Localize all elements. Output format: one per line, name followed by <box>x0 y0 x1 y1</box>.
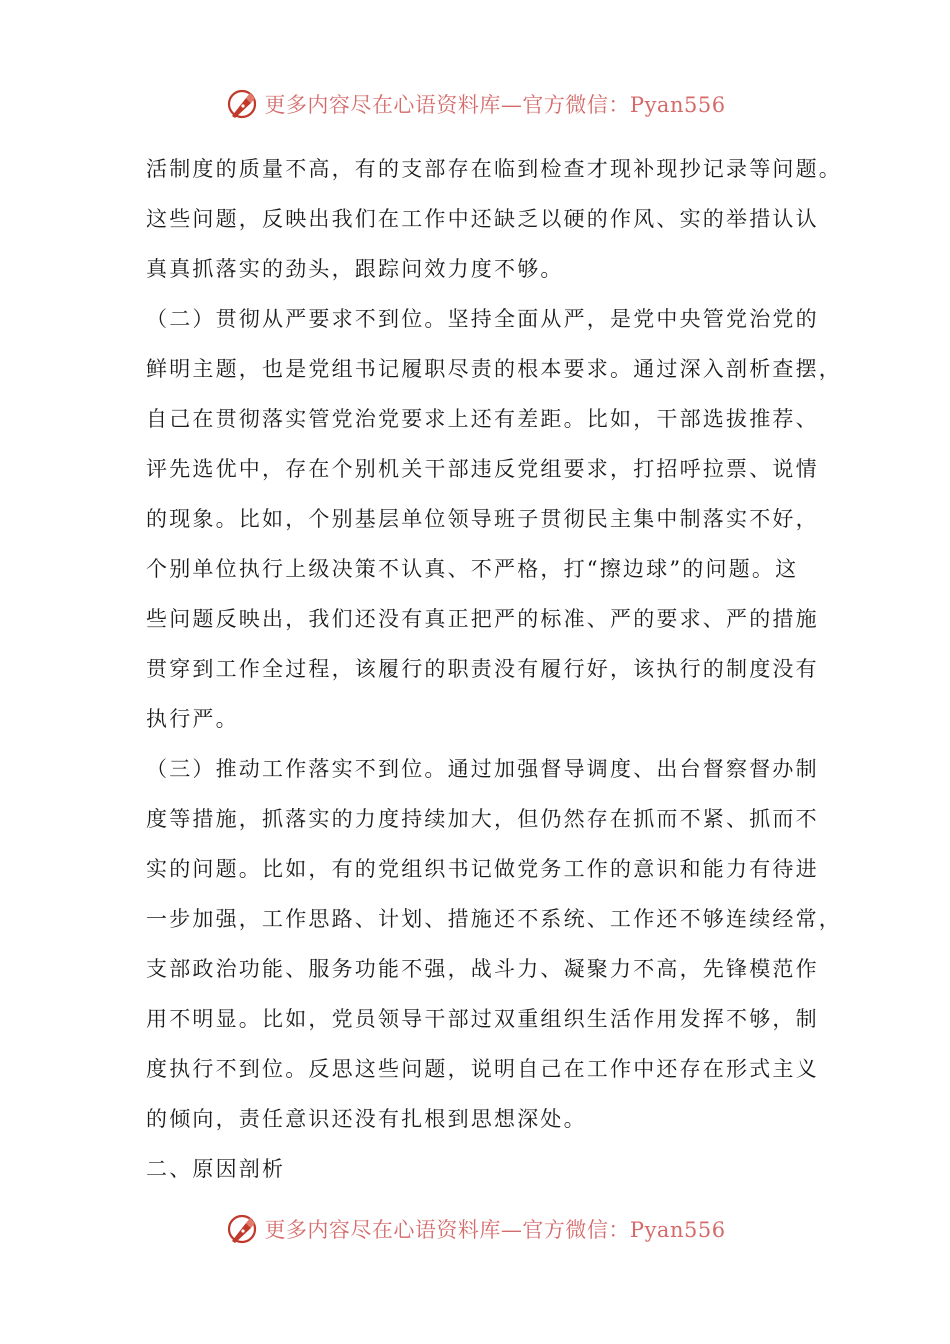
text-line: 的倾向，责任意识还没有扎根到思想深处。 <box>146 1107 587 1131</box>
text-line: 一步加强，工作思路、计划、措施还不系统、工作还不够连续经常， <box>146 907 842 931</box>
text-line: 个别单位执行上级决策不认真、不严格，打“擦边球”的问题。这 <box>146 557 799 581</box>
text-line: 的现象。比如，个别基层单位领导班子贯彻民主集中制落实不好， <box>146 507 819 531</box>
text-line: 支部政治功能、服务功能不强，战斗力、凝聚力不高，先锋模范作 <box>146 957 819 981</box>
text-line: 些问题反映出，我们还没有真正把严的标准、严的要求、严的措施 <box>146 607 819 631</box>
text-line: 自己在贯彻落实管党治党要求上还有差距。比如，干部选拔推荐、 <box>146 407 819 431</box>
watermark-text: 更多内容尽在心语资料库—官方微信：Pyan556 <box>264 1218 726 1242</box>
text-line: 这些问题，反映出我们在工作中还缺乏以硬的作风、实的举措认认 <box>146 207 819 231</box>
header-watermark-banner <box>0 84 950 124</box>
text-line: 执行严。 <box>146 707 239 731</box>
pen-nib-logo-icon <box>224 1211 260 1247</box>
text-line: 用不明显。比如，党员领导干部过双重组织生活作用发挥不够，制 <box>146 1007 819 1031</box>
text-line: 度等措施，抓落实的力度持续加大，但仍然存在抓而不紧、抓而不 <box>146 807 819 831</box>
text-line: 实的问题。比如，有的党组织书记做党务工作的意识和能力有待进 <box>146 857 819 881</box>
pen-nib-logo-icon <box>224 86 260 122</box>
text-line: 鲜明主题，也是党组书记履职尽责的根本要求。通过深入剖析查摆， <box>146 357 842 381</box>
section-heading-line: （三）推动工作落实不到位。通过加强督导调度、出台督察督办制 <box>146 757 819 781</box>
section-heading-line: （二）贯彻从严要求不到位。坚持全面从严，是党中央管党治党的 <box>146 307 819 331</box>
text-line: 度执行不到位。反思这些问题，说明自己在工作中还存在形式主义 <box>146 1057 819 1081</box>
watermark-text: 更多内容尽在心语资料库—官方微信：Pyan556 <box>264 93 726 117</box>
document-body <box>146 144 842 1194</box>
footer-watermark-banner <box>0 1209 950 1249</box>
text-line: 评先选优中，存在个别机关干部违反党组要求，打招呼拉票、说情 <box>146 457 819 481</box>
text-line: 活制度的质量不高，有的支部存在临到检查才现补现抄记录等问题。 <box>146 157 842 181</box>
chapter-heading-line: 二、原因剖析 <box>146 1157 286 1181</box>
text-line: 贯穿到工作全过程，该履行的职责没有履行好，该执行的制度没有 <box>146 657 819 681</box>
text-line: 真真抓落实的劲头，跟踪问效力度不够。 <box>146 257 564 281</box>
